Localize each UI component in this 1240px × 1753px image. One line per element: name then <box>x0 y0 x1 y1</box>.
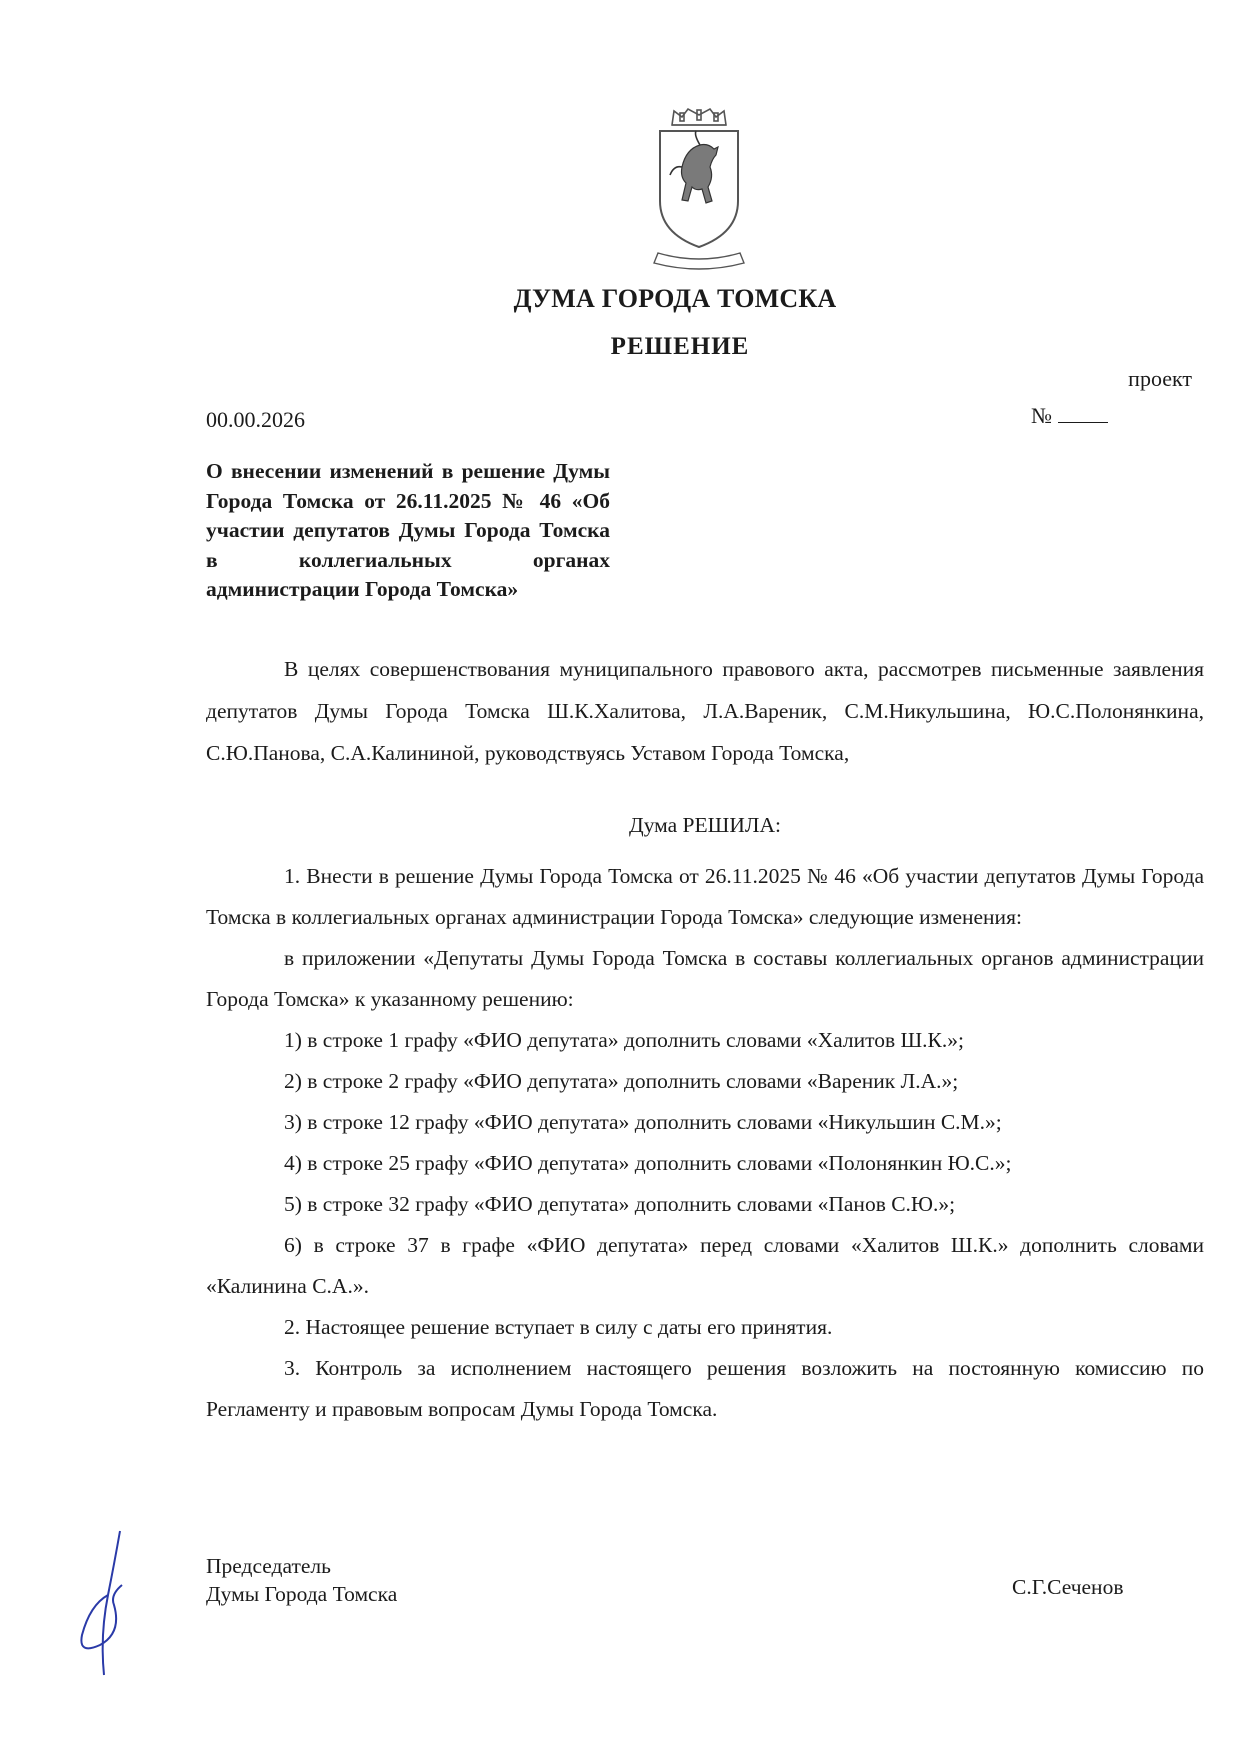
project-mark: проект <box>1128 366 1192 391</box>
item-1-intro: в приложении «Депутаты Думы Города Томска в составы коллегиальных органов администрации Города Томска» к указанному решению: <box>206 946 1204 1011</box>
signer-title-line-1: Председатель <box>206 1554 331 1578</box>
coat-of-arms-icon <box>652 105 746 275</box>
organization-title: ДУМА ГОРОДА ТОМСКА <box>513 284 837 313</box>
signer-name: С.Г.Сеченов <box>1012 1575 1124 1599</box>
item-2: 2. Настоящее решение вступает в силу с даты его принятия. <box>284 1315 833 1339</box>
subitem: 2) в строке 2 графу «ФИО депутата» дополнить словами «Вареник Л.А.»; <box>284 1069 959 1093</box>
subitem: 1) в строке 1 графу «ФИО депутата» дополнить словами «Халитов Ш.К.»; <box>284 1028 965 1052</box>
preamble-paragraph: В целях совершенствования муниципального правового акта, рассмотрев письменные заявления депутатов Думы Города Томска Ш.К.Халитова, Л.А.Вареник, С.М.Никульшина, Ю.С.Полонянкина, С.Ю.Панова, С.А.Калининой, руководствуясь Уставом Города Томска, <box>206 657 1204 765</box>
number-label: № <box>1031 403 1052 428</box>
document-subject: О внесении изменений в решение Думы Города Томска от 26.11.2025 № 46 «Об участии депутатов Думы Города Томска в коллегиальных органах администрации Города Томска» <box>206 459 610 601</box>
subitem: 5) в строке 32 графу «ФИО депутата» дополнить словами «Панов С.Ю.»; <box>284 1192 956 1216</box>
signature-mark <box>70 1525 140 1685</box>
document-type: РЕШЕНИЕ <box>610 333 750 360</box>
document-date: 00.00.2026 <box>206 407 305 432</box>
document-body <box>206 648 1204 1430</box>
subitem: 4) в строке 25 графу «ФИО депутата» дополнить словами «Полонянкин Ю.С.»; <box>284 1151 1012 1175</box>
signer-title <box>206 1552 397 1608</box>
number-blank-line <box>1058 402 1108 423</box>
document-number <box>1031 402 1108 429</box>
signer-title-line-2: Думы Города Томска <box>206 1582 398 1606</box>
subitem: 3) в строке 12 графу «ФИО депутата» дополнить словами «Никульшин С.М.»; <box>284 1110 1002 1134</box>
item-3: 3. Контроль за исполнением настоящего решения возложить на постоянную комиссию по Регламенту и правовым вопросам Думы Города Томска. <box>206 1356 1204 1421</box>
subitem: 6) в строке 37 в графе «ФИО депутата» перед словами «Халитов Ш.К.» дополнить словами «Калинина С.А.». <box>206 1233 1204 1298</box>
decided-heading: Дума РЕШИЛА: <box>629 813 781 837</box>
item-1: 1. Внести в решение Думы Города Томска от 26.11.2025 № 46 «Об участии депутатов Думы Города Томска в коллегиальных органах администрации Города Томска» следующие изменения: <box>206 864 1204 929</box>
